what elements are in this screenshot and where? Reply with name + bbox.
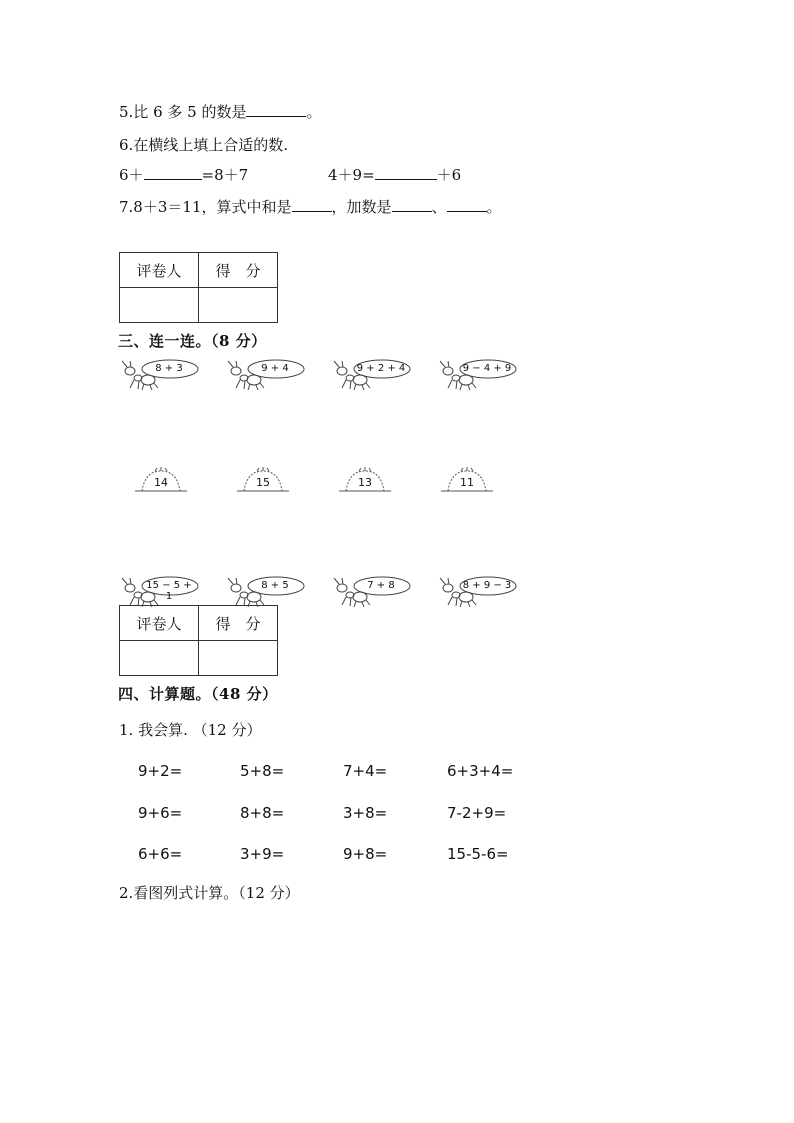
ant-card[interactable]	[330, 575, 412, 609]
anthill[interactable]	[133, 467, 189, 493]
score-header: 得 分	[199, 606, 278, 641]
ant-card[interactable]	[224, 358, 306, 392]
answer-blank[interactable]	[375, 165, 437, 180]
section-4-title: 四、计算题。（48 分）	[118, 685, 278, 703]
sum-label: 13	[358, 476, 372, 489]
question-4-2: 2.看图列式计算。（12 分）	[119, 884, 300, 902]
anthill[interactable]	[235, 467, 291, 493]
section-3-title: 三、连一连。（8 分）	[118, 332, 267, 350]
answer-blank[interactable]	[144, 165, 202, 180]
expression-label: 9 − 4 + 9	[462, 363, 512, 374]
question-5	[119, 101, 322, 122]
score-cell[interactable]	[199, 288, 278, 323]
equation-1-right: =8＋7	[201, 166, 249, 184]
addend-blank-2[interactable]	[447, 197, 487, 212]
sum-label: 11	[460, 476, 474, 489]
anthill[interactable]	[337, 467, 393, 493]
calc-item: 3+9=	[240, 845, 285, 863]
equation-2	[328, 164, 461, 185]
sum-label: 15	[256, 476, 270, 489]
ant-card[interactable]	[436, 575, 518, 609]
question-7-sep: 、	[431, 198, 447, 216]
answer-blank[interactable]	[246, 102, 306, 117]
ant-card[interactable]	[330, 358, 412, 392]
calc-item: 9+6=	[138, 804, 183, 822]
calc-item: 15-5-6=	[447, 845, 509, 863]
expression-label: 15 − 5 + 1	[146, 580, 192, 602]
question-6: 6.在横线上填上合适的数.	[119, 136, 289, 154]
calc-item: 9+8=	[343, 845, 388, 863]
question-7-end: 。	[486, 198, 502, 216]
question-7	[119, 196, 502, 217]
sum-label: 14	[154, 476, 168, 489]
score-cell[interactable]	[199, 641, 278, 676]
ant-card[interactable]	[118, 358, 200, 392]
calc-item: 3+8=	[343, 804, 388, 822]
expression-label: 8 + 9 − 3	[462, 580, 512, 591]
calc-item: 7-2+9=	[447, 804, 507, 822]
equation-2-right: ＋6	[436, 166, 462, 184]
ant-card[interactable]	[118, 575, 200, 609]
question-7-mid: ，加数是	[331, 198, 392, 216]
calc-item: 6+6=	[138, 845, 183, 863]
equation-1-left: 6＋	[119, 166, 144, 184]
expression-label: 8 + 3	[155, 363, 183, 374]
ant-card[interactable]	[224, 575, 306, 609]
calc-item: 6+3+4=	[447, 762, 514, 780]
reviewer-header: 评卷人	[120, 253, 199, 288]
sum-blank[interactable]	[292, 197, 332, 212]
expression-label: 7 + 8	[367, 580, 395, 591]
question-5-end: 。	[306, 103, 322, 121]
score-table	[119, 605, 278, 676]
reviewer-cell[interactable]	[120, 641, 199, 676]
anthill[interactable]	[439, 467, 495, 493]
calc-item: 5+8=	[240, 762, 285, 780]
question-7-text: 7.8＋3＝11，算式中和是	[119, 198, 292, 216]
expression-label: 9 + 2 + 4	[356, 363, 406, 374]
calc-item: 9+2=	[138, 762, 183, 780]
calc-item: 7+4=	[343, 762, 388, 780]
question-5-text: 5.比 6 多 5 的数是	[119, 103, 247, 121]
ant-card[interactable]	[436, 358, 518, 392]
question-4-1: 1. 我会算. （12 分）	[119, 721, 262, 739]
expression-label: 8 + 5	[261, 580, 289, 591]
reviewer-header: 评卷人	[120, 606, 199, 641]
score-table	[119, 252, 278, 323]
addend-blank-1[interactable]	[392, 197, 432, 212]
score-header: 得 分	[199, 253, 278, 288]
expression-label: 9 + 4	[261, 363, 289, 374]
calc-item: 8+8=	[240, 804, 285, 822]
equation-1	[119, 164, 248, 185]
reviewer-cell[interactable]	[120, 288, 199, 323]
equation-2-left: 4＋9=	[328, 166, 375, 184]
